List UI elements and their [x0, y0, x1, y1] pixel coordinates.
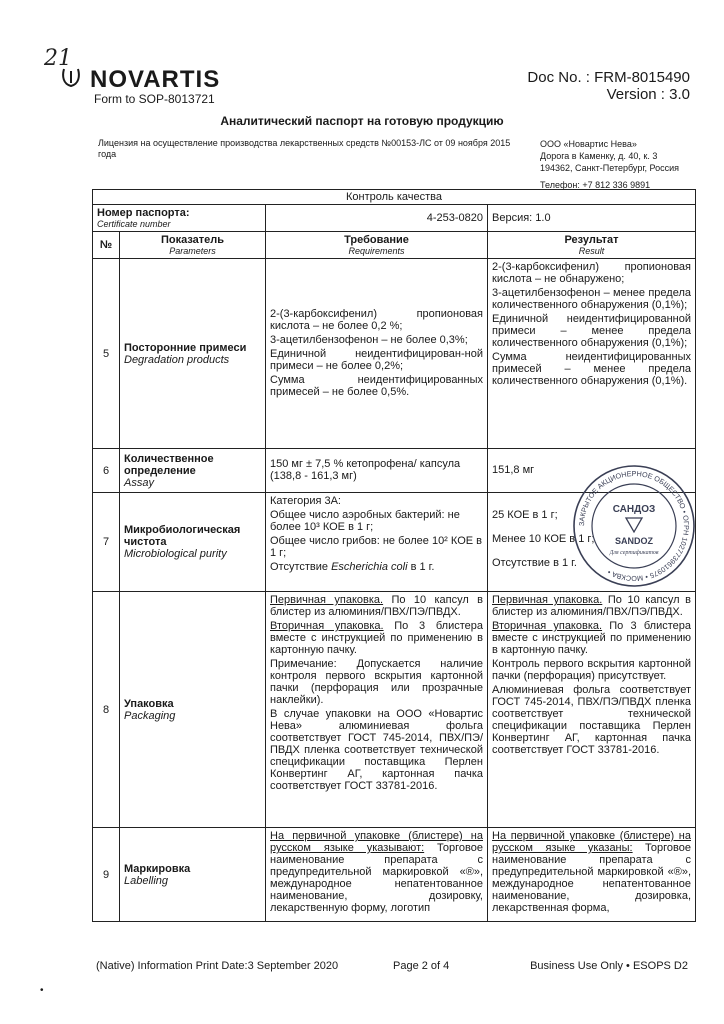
requirement-line: Первичная упаковка. По 10 капсул в блистер из алюминия/ПВХ/ПЭ/ПВДХ.: [270, 594, 484, 618]
passport-version: Версия: 1.0: [488, 205, 696, 232]
row-parameter: [120, 449, 266, 493]
underlined-label: Первичная упаковка.: [270, 594, 384, 606]
row-number: 7: [93, 493, 120, 592]
doc-version: Version : 3.0: [606, 86, 690, 103]
company-block: [540, 138, 679, 174]
underlined-label: На первичной упаковке (блистере) на русском языке указывают:: [270, 830, 483, 854]
row-result: [488, 592, 696, 828]
col-res-header: [488, 232, 696, 259]
result-line: 25 КОЕ в 1 г;: [492, 509, 558, 521]
underlined-label: Вторичная упаковка.: [270, 620, 384, 632]
row-number: 8: [93, 592, 120, 828]
stamp-note: Для сертификатов: [609, 550, 659, 556]
stamp-emblem-icon: [626, 518, 642, 532]
row-parameter: [120, 828, 266, 922]
requirement-line: Единичной неидентифицирован-ной примеси – не более 0,2%;: [270, 347, 483, 372]
company-phone: Телефон: +7 812 336 9891: [540, 180, 651, 190]
page-title: Аналитический паспорт на готовую продукцию: [220, 114, 504, 128]
company-address-2: 194362, Санкт-Петербург, Россия: [540, 163, 680, 173]
stamp-center-bottom: SANDOZ: [615, 536, 653, 546]
underlined-label: На первичной упаковке (блистере) на русском языке указаны:: [492, 830, 691, 854]
organism-name: Escherichia coli: [331, 561, 408, 573]
requirement-line: Общее число аэробных бактерий: не более 10³ КОЕ в 1 г;: [270, 509, 460, 533]
table-row: [93, 828, 696, 922]
requirement-line: Категория 3А:: [270, 495, 341, 507]
footer-business-use: Business Use Only • ESOPS D2: [530, 960, 688, 972]
margin-mark: •: [40, 985, 44, 996]
passport-label: Номер паспорта:: [97, 207, 190, 219]
passport-number: 4-253-0820: [266, 205, 488, 232]
requirement-line: 2-(3-карбоксифенил) пропионовая кислота – не более 0,2 %;: [270, 307, 483, 332]
result-line: 151,8 мг: [492, 463, 535, 476]
col-res-label: Результат: [564, 234, 619, 246]
row-parameter: [120, 493, 266, 592]
param-name: Маркировка: [124, 862, 191, 875]
param-name: Микробиологическая чистота: [124, 524, 241, 548]
row-requirement: [266, 493, 488, 592]
license-text: Лицензия на осуществление производства лекарственных средств №00153-ЛС от 09 ноября 2015 года: [98, 138, 511, 159]
result-line: Отсутствие в 1 г.: [492, 557, 577, 569]
requirement-line: Общее число грибов: не более 10² КОЕ в 1 г;: [270, 535, 482, 559]
col-res-label-en: Result: [578, 246, 605, 256]
requirement-line: На первичной упаковке (блистере) на русском языке указывают: Торговое наименование препарата с предупредительной маркировкой «®», международное непатентованное наименование, дозировку, лекарственную форму, логотип: [270, 830, 484, 914]
param-name: Упаковка: [124, 697, 174, 710]
quality-control-header: Контроль качества: [93, 190, 696, 205]
requirement-line: Сумма неидентифицированных примесей – не более 0,5%.: [270, 373, 483, 398]
form-reference: Form to SOP-8013721: [94, 92, 215, 106]
requirement-line: Отсутствие Escherichia coli в 1 г.: [270, 561, 435, 573]
handwritten-note: 21: [44, 46, 72, 71]
passport-label-en: Certificate number: [97, 219, 171, 229]
row-number: 5: [93, 259, 120, 449]
param-name: Количественное определение: [124, 452, 214, 477]
row-requirement: [266, 828, 488, 922]
row-number: 9: [93, 828, 120, 922]
stamp-center-top: САНДОЗ: [612, 504, 656, 515]
result-line: Вторичная упаковка. По 3 блистера вместе с инструкцией по применению в картонную пачку.: [492, 620, 691, 656]
result-line: Алюминиевая фольга соответствует ГОСТ 745-2014, ПВХ/ПЭ/ПВДХ пленка соответствует технической спецификации поставщика Перлен Конвертинг АГ, картонная пачка соответствует ГОСТ 33781-2016.: [492, 684, 691, 756]
company-name: ООО «Новартис Нева»: [540, 139, 637, 149]
col-param-header: [120, 232, 266, 259]
underlined-label: Первичная упаковка.: [492, 594, 603, 606]
result-line: Единичной неидентифицированной примеси – менее предела количественного обнаружения (0,1%);: [492, 313, 691, 349]
col-param-label-en: Parameters: [169, 246, 216, 256]
result-line: Первичная упаковка. По 10 капсул в блистер из алюминия/ПВХ/ПЭ/ПВДХ.: [492, 594, 692, 618]
result-line: Сумма неидентифицированных примесей – менее предела количественного обнаружения (0,1%).: [492, 351, 691, 387]
row-requirement: [266, 259, 488, 449]
result-line: 3-ацетилбензофенон – менее предела количественного обнаружения (0,1%);: [492, 287, 691, 311]
param-name-en: Assay: [124, 476, 154, 489]
requirement-line: 150 мг ± 7,5 % кетопрофена/ капсула (138,8 - 161,3 мг): [270, 457, 461, 482]
requirement-line: Примечание: Допускается наличие контроля первого вскрытия картонной пачки (перфорация или прозрачные наклейки).: [270, 658, 483, 706]
param-name-en: Degradation products: [124, 353, 230, 366]
row-parameter: [120, 259, 266, 449]
doc-number: Doc No. : FRM-8015490: [527, 69, 690, 86]
row-requirement: [266, 449, 488, 493]
col-req-header: [266, 232, 488, 259]
param-name-en: Microbiological purity: [124, 548, 227, 560]
table-row: [93, 592, 696, 828]
stamp-ring-text: ЗАКРЫТОЕ АКЦИОНЕРНОЕ ОБЩЕСТВО • ОГРН 1027739610975 • МОСКВА •: [576, 468, 692, 584]
sandoz-stamp: [570, 462, 698, 590]
param-name: Посторонние примеси: [124, 341, 247, 354]
row-result: [488, 259, 696, 449]
param-name-en: Packaging: [124, 709, 176, 722]
row-number: 6: [93, 449, 120, 493]
table-row: [93, 259, 696, 449]
footer-print-date: (Native) Information Print Date:3 September 2020: [96, 960, 339, 972]
row-requirement: [266, 592, 488, 828]
col-num-header: №: [93, 232, 120, 259]
company-address-1: Дорога в Каменку, д. 40, к. 3: [540, 151, 658, 161]
requirement-line: В случае упаковки на ООО «Новартис Нева» алюминиевая фольга соответствует ГОСТ 745-2014, ПВХ/ПЭ/ПВДХ пленка соответствует технической спецификации поставщика Перлен Конвертинг АГ, картонная пачка соответствует ГОСТ 33781-2016.: [270, 708, 483, 792]
result-line: Контроль первого вскрытия картонной пачки (перфорация) присутствует.: [492, 658, 691, 682]
brand-name: NOVARTIS: [90, 66, 221, 93]
result-line: На первичной упаковке (блистере) на русском языке указаны: Торговое наименование препарата с предупредительной маркировкой «®», международное непатентованное наименование, дозировка, лекарственная форма,: [492, 830, 692, 914]
col-req-label-en: Requirements: [348, 246, 405, 256]
novartis-logo-icon: [60, 66, 82, 90]
param-name-en: Labelling: [124, 874, 169, 887]
row-parameter: [120, 592, 266, 828]
underlined-label: Вторичная упаковка.: [492, 620, 603, 632]
col-param-label: Показатель: [160, 234, 225, 246]
footer-page-number: Page 2 of 4: [393, 960, 450, 972]
row-result: [488, 828, 696, 922]
result-line: Менее 10 КОЕ в 1 г;: [492, 533, 595, 545]
col-req-label: Требование: [344, 234, 409, 246]
passport-label-cell: [93, 205, 266, 232]
requirement-line: 3-ацетилбензофенон – не более 0,3%;: [270, 333, 468, 346]
requirement-line: Вторичная упаковка. По 3 блистера вместе с инструкцией по применению в картонную пачку.: [270, 620, 483, 656]
result-line: 2-(3-карбоксифенил) пропионовая кислота – не обнаружено;: [492, 261, 691, 285]
